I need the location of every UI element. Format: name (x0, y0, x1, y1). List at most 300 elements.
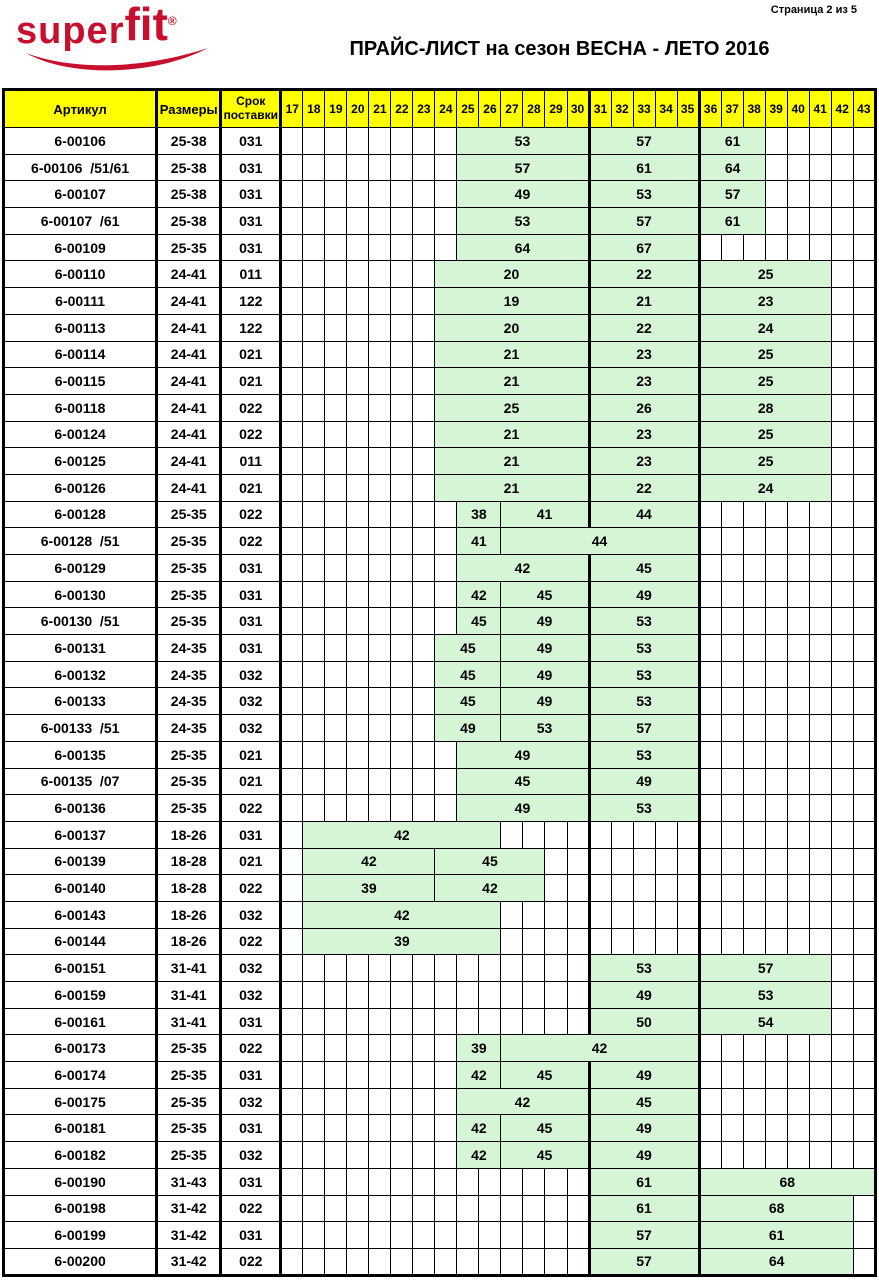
size-cell (479, 982, 501, 1009)
size-cell (743, 928, 765, 955)
size-header-cell: 33 (633, 90, 655, 128)
size-cell (303, 661, 325, 688)
size-cell (391, 288, 413, 315)
size-cell (721, 1142, 743, 1169)
size-cell (831, 341, 853, 368)
size-cell (831, 608, 853, 635)
size-cell (787, 715, 809, 742)
size-cell (281, 768, 303, 795)
size-cell (831, 1142, 853, 1169)
size-header-cell: 41 (809, 90, 831, 128)
price-cell: 39 (303, 875, 435, 902)
price-cell: 23 (589, 421, 699, 448)
size-cell (787, 234, 809, 261)
size-cell (765, 154, 787, 181)
size-cell (325, 288, 347, 315)
size-cell (281, 394, 303, 421)
size-cell (809, 501, 831, 528)
table-row (4, 661, 876, 688)
sizes-cell: 24-35 (157, 635, 221, 662)
size-cell (325, 1035, 347, 1062)
size-cell (325, 741, 347, 768)
lead-time-cell: 021 (221, 741, 281, 768)
size-cell (281, 261, 303, 288)
size-cell (391, 1035, 413, 1062)
size-cell (567, 1248, 589, 1275)
size-cell (435, 1035, 457, 1062)
size-cell (787, 875, 809, 902)
size-cell (391, 982, 413, 1009)
size-cell (281, 234, 303, 261)
sizes-cell: 31-41 (157, 982, 221, 1009)
price-cell: 21 (435, 474, 589, 501)
size-cell (369, 368, 391, 395)
size-cell (743, 528, 765, 555)
size-cell (699, 768, 721, 795)
size-cell (325, 1248, 347, 1275)
table-row (4, 821, 876, 848)
size-cell (721, 1088, 743, 1115)
size-cell (787, 128, 809, 155)
size-cell (611, 848, 633, 875)
size-cell (369, 688, 391, 715)
size-header-cell: 43 (853, 90, 875, 128)
size-cell (809, 715, 831, 742)
price-cell: 57 (589, 715, 699, 742)
size-cell (413, 1088, 435, 1115)
size-cell (787, 741, 809, 768)
size-cell (413, 1222, 435, 1249)
size-cell (831, 314, 853, 341)
table-row (4, 501, 876, 528)
price-cell: 57 (589, 128, 699, 155)
article-cell: 6-00111 (4, 288, 157, 315)
size-cell (435, 1248, 457, 1275)
table-row (4, 448, 876, 475)
size-cell (457, 982, 479, 1009)
size-cell (853, 688, 875, 715)
size-cell (853, 1222, 875, 1249)
table-row (4, 1008, 876, 1035)
size-cell (347, 635, 369, 662)
size-cell (699, 1088, 721, 1115)
lead-time-cell: 031 (221, 1115, 281, 1142)
size-cell (699, 555, 721, 582)
article-cell: 6-00132 (4, 661, 157, 688)
size-cell (567, 901, 589, 928)
size-cell (809, 901, 831, 928)
size-cell (765, 608, 787, 635)
article-cell: 6-00135 /07 (4, 768, 157, 795)
size-cell (699, 635, 721, 662)
lead-time-cell: 031 (221, 1222, 281, 1249)
size-cell (831, 1062, 853, 1089)
size-cell (721, 555, 743, 582)
sizes-cell: 25-35 (157, 1088, 221, 1115)
size-cell (457, 955, 479, 982)
lead-time-cell: 032 (221, 1088, 281, 1115)
size-cell (853, 955, 875, 982)
size-cell (347, 715, 369, 742)
size-cell (699, 821, 721, 848)
table-row (4, 368, 876, 395)
size-cell (435, 1168, 457, 1195)
size-cell (545, 1248, 567, 1275)
size-header-cell: 18 (303, 90, 325, 128)
lead-time-cell: 022 (221, 501, 281, 528)
size-cell (347, 261, 369, 288)
price-cell: 61 (589, 1168, 699, 1195)
size-cell (347, 1115, 369, 1142)
size-cell (853, 661, 875, 688)
size-cell (765, 795, 787, 822)
size-cell (721, 688, 743, 715)
size-cell (369, 1008, 391, 1035)
table-row (4, 234, 876, 261)
price-cell: 49 (457, 181, 589, 208)
size-cell (853, 474, 875, 501)
sizes-cell: 24-35 (157, 715, 221, 742)
sizes-cell: 24-35 (157, 661, 221, 688)
size-cell (369, 1115, 391, 1142)
price-cell: 44 (501, 528, 699, 555)
size-cell (303, 128, 325, 155)
size-cell (347, 368, 369, 395)
lead-time-cell: 032 (221, 688, 281, 715)
size-cell (853, 848, 875, 875)
size-cell (325, 474, 347, 501)
sizes-cell: 25-35 (157, 768, 221, 795)
size-cell (435, 795, 457, 822)
size-header-cell: 39 (765, 90, 787, 128)
size-cell (413, 1168, 435, 1195)
size-cell (831, 288, 853, 315)
size-cell (479, 1222, 501, 1249)
size-cell (853, 1062, 875, 1089)
size-cell (391, 741, 413, 768)
size-cell (369, 501, 391, 528)
size-cell (303, 208, 325, 235)
size-cell (787, 154, 809, 181)
size-cell (369, 448, 391, 475)
size-cell (435, 208, 457, 235)
price-cell: 20 (435, 261, 589, 288)
size-cell (435, 608, 457, 635)
size-cell (325, 501, 347, 528)
sizes-cell: 18-26 (157, 821, 221, 848)
size-cell (325, 341, 347, 368)
article-cell: 6-00130 (4, 581, 157, 608)
sizes-cell: 31-42 (157, 1248, 221, 1275)
size-cell (325, 555, 347, 582)
size-cell (281, 1195, 303, 1222)
size-cell (523, 982, 545, 1009)
size-cell (787, 635, 809, 662)
article-cell: 6-00136 (4, 795, 157, 822)
size-cell (853, 555, 875, 582)
size-cell (743, 848, 765, 875)
size-cell (721, 875, 743, 902)
size-cell (347, 581, 369, 608)
size-cell (435, 555, 457, 582)
price-cell: 49 (589, 1115, 699, 1142)
size-cell (721, 741, 743, 768)
size-cell (523, 1008, 545, 1035)
size-cell (347, 314, 369, 341)
size-cell (853, 1035, 875, 1062)
lead-time-cell: 031 (221, 635, 281, 662)
size-cell (787, 795, 809, 822)
price-cell: 42 (501, 1035, 699, 1062)
price-cell: 21 (435, 368, 589, 395)
size-cell (435, 128, 457, 155)
size-cell (325, 982, 347, 1009)
size-cell (281, 1088, 303, 1115)
size-cell (413, 474, 435, 501)
price-cell: 45 (501, 1115, 589, 1142)
column-header-lead-time: Срок поставки (221, 90, 281, 128)
size-cell (809, 1062, 831, 1089)
sizes-cell: 25-35 (157, 1115, 221, 1142)
article-cell: 6-00161 (4, 1008, 157, 1035)
size-cell (391, 768, 413, 795)
size-cell (523, 955, 545, 982)
size-cell (545, 1195, 567, 1222)
size-cell (391, 474, 413, 501)
lead-time-cell: 022 (221, 394, 281, 421)
size-cell (853, 795, 875, 822)
sizes-cell: 24-41 (157, 288, 221, 315)
size-cell (743, 901, 765, 928)
size-cell (831, 1088, 853, 1115)
sizes-cell: 24-41 (157, 314, 221, 341)
size-cell (413, 635, 435, 662)
size-cell (347, 795, 369, 822)
lead-time-cell: 031 (221, 234, 281, 261)
size-cell (303, 741, 325, 768)
size-cell (391, 501, 413, 528)
size-cell (809, 234, 831, 261)
price-cell: 25 (699, 448, 831, 475)
size-cell (413, 261, 435, 288)
size-cell (677, 875, 699, 902)
size-cell (809, 635, 831, 662)
article-cell: 6-00181 (4, 1115, 157, 1142)
sizes-cell: 24-41 (157, 421, 221, 448)
size-cell (853, 421, 875, 448)
size-cell (413, 715, 435, 742)
size-cell (413, 208, 435, 235)
price-cell: 53 (589, 608, 699, 635)
size-cell (281, 501, 303, 528)
size-cell (853, 768, 875, 795)
size-cell (347, 1248, 369, 1275)
lead-time-cell: 011 (221, 448, 281, 475)
article-cell: 6-00128 /51 (4, 528, 157, 555)
article-cell: 6-00133 /51 (4, 715, 157, 742)
size-cell (347, 288, 369, 315)
logo-text-super: super (16, 10, 125, 52)
article-cell: 6-00107 (4, 181, 157, 208)
size-cell (391, 1115, 413, 1142)
lead-time-cell: 031 (221, 154, 281, 181)
size-cell (611, 821, 633, 848)
size-cell (303, 368, 325, 395)
price-cell: 49 (457, 795, 589, 822)
size-cell (325, 368, 347, 395)
size-cell (281, 288, 303, 315)
size-cell (281, 1168, 303, 1195)
size-cell (809, 661, 831, 688)
size-cell (831, 768, 853, 795)
price-cell: 28 (699, 394, 831, 421)
size-cell (391, 528, 413, 555)
size-cell (369, 1168, 391, 1195)
size-cell (831, 421, 853, 448)
lead-time-cell: 011 (221, 261, 281, 288)
size-cell (523, 1168, 545, 1195)
size-header-cell: 25 (457, 90, 479, 128)
size-cell (853, 128, 875, 155)
size-cell (347, 1035, 369, 1062)
size-cell (743, 715, 765, 742)
size-cell (545, 848, 567, 875)
size-cell (303, 154, 325, 181)
size-cell (303, 261, 325, 288)
size-cell (281, 341, 303, 368)
size-cell (787, 501, 809, 528)
size-cell (589, 901, 611, 928)
lead-time-cell: 031 (221, 128, 281, 155)
size-cell (347, 1088, 369, 1115)
size-cell (699, 928, 721, 955)
size-cell (369, 474, 391, 501)
size-cell (853, 928, 875, 955)
price-cell: 42 (457, 1062, 501, 1089)
size-cell (281, 875, 303, 902)
size-cell (721, 1035, 743, 1062)
size-cell (567, 1168, 589, 1195)
size-cell (831, 1115, 853, 1142)
column-header-sizes: Размеры (157, 90, 221, 128)
sizes-cell: 25-38 (157, 154, 221, 181)
size-cell (787, 608, 809, 635)
size-header-cell: 36 (699, 90, 721, 128)
size-cell (853, 821, 875, 848)
table-row (4, 288, 876, 315)
size-cell (391, 394, 413, 421)
size-cell (699, 608, 721, 635)
price-cell: 42 (303, 901, 501, 928)
table-row (4, 581, 876, 608)
size-cell (369, 128, 391, 155)
price-cell: 45 (435, 688, 501, 715)
price-cell: 41 (457, 528, 501, 555)
size-cell (413, 955, 435, 982)
size-cell (589, 821, 611, 848)
lead-time-cell: 031 (221, 1062, 281, 1089)
price-cell: 42 (457, 1088, 589, 1115)
size-cell (391, 314, 413, 341)
article-cell: 6-00174 (4, 1062, 157, 1089)
size-cell (545, 928, 567, 955)
size-cell (721, 795, 743, 822)
price-cell: 19 (435, 288, 589, 315)
lead-time-cell: 032 (221, 1142, 281, 1169)
size-cell (347, 1168, 369, 1195)
price-cell: 53 (589, 795, 699, 822)
table-row (4, 928, 876, 955)
size-cell (567, 955, 589, 982)
price-cell: 45 (457, 768, 589, 795)
price-cell: 23 (589, 448, 699, 475)
table-row (4, 1195, 876, 1222)
price-cell: 53 (589, 688, 699, 715)
table-row (4, 314, 876, 341)
article-cell: 6-00126 (4, 474, 157, 501)
article-cell: 6-00139 (4, 848, 157, 875)
size-cell (325, 421, 347, 448)
size-cell (281, 1008, 303, 1035)
sizes-cell: 25-38 (157, 128, 221, 155)
size-cell (303, 474, 325, 501)
size-cell (281, 821, 303, 848)
size-cell (325, 261, 347, 288)
size-cell (721, 234, 743, 261)
size-cell (853, 341, 875, 368)
table-row (4, 1035, 876, 1062)
price-cell: 49 (501, 688, 589, 715)
size-cell (501, 928, 523, 955)
size-cell (391, 661, 413, 688)
table-row (4, 982, 876, 1009)
size-cell (413, 1008, 435, 1035)
size-cell (303, 314, 325, 341)
price-cell: 22 (589, 474, 699, 501)
page-title: ПРАЙС-ЛИСТ на сезон ВЕСНА - ЛЕТО 2016 (349, 38, 770, 60)
article-cell: 6-00190 (4, 1168, 157, 1195)
size-cell (721, 848, 743, 875)
size-cell (281, 848, 303, 875)
size-cell (435, 181, 457, 208)
size-cell (413, 1195, 435, 1222)
size-cell (281, 661, 303, 688)
size-cell (545, 955, 567, 982)
size-cell (721, 501, 743, 528)
size-header-cell: 27 (501, 90, 523, 128)
size-cell (347, 208, 369, 235)
size-cell (303, 608, 325, 635)
size-cell (347, 608, 369, 635)
table-row (4, 1088, 876, 1115)
sizes-cell: 24-41 (157, 261, 221, 288)
size-header-cell: 30 (567, 90, 589, 128)
size-cell (347, 1062, 369, 1089)
size-cell (435, 1142, 457, 1169)
size-cell (787, 1142, 809, 1169)
size-cell (501, 1195, 523, 1222)
sizes-cell: 25-35 (157, 555, 221, 582)
table-row (4, 608, 876, 635)
price-cell: 24 (699, 314, 831, 341)
size-cell (325, 154, 347, 181)
size-cell (655, 928, 677, 955)
size-cell (347, 1195, 369, 1222)
size-cell (391, 368, 413, 395)
article-cell: 6-00199 (4, 1222, 157, 1249)
size-cell (831, 741, 853, 768)
size-cell (303, 501, 325, 528)
